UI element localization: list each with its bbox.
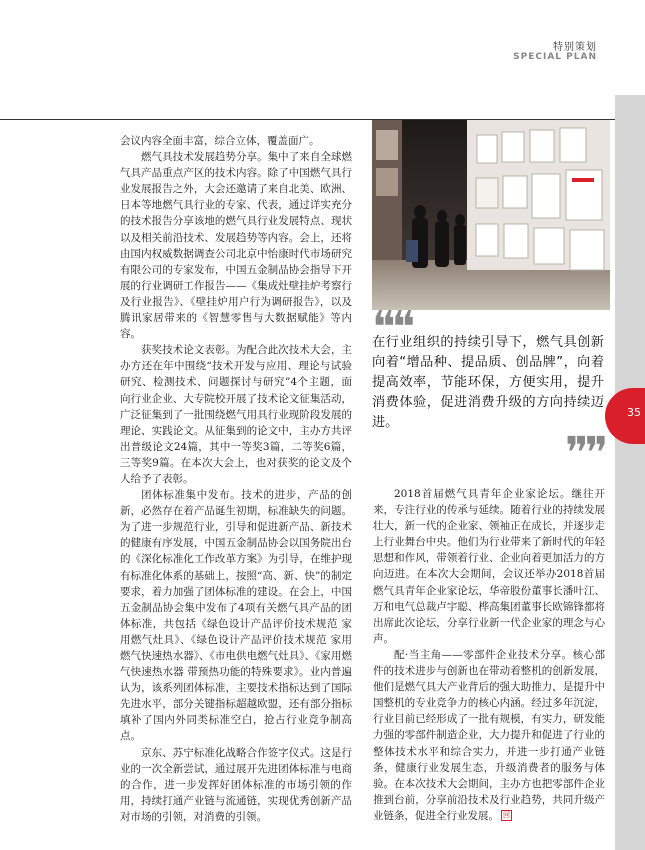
exhibition-photo [372, 120, 610, 310]
quote-open-icon: ❝❝ [372, 302, 412, 353]
right-column [373, 486, 605, 824]
paragraph: 会议内容全面丰富，综合立体，覆盖面广。 [120, 135, 320, 147]
paragraph [373, 647, 605, 824]
exhibition-hall-image [372, 120, 610, 310]
section-subtitle: SPECIAL PLAN [513, 52, 597, 62]
paragraph: 团体标准集中发布。技术的进步，产品的创新，必然存在着产品诞生初期，标准缺失的问题。为了进一步规范行业，引导和促进新产品、新技术的健康有序发展，中国五金制品协会以国务院出台的《深化标准化工作改革方案》为引导，在维护现有标准化体系的基础上，按照“高、新、快”的制定要求，着力加强了团体标准的建设。在会上，中国五金制品协会集中发布了4项有关燃气具产品的团体标准，共包括《绿色设计产品评价技术规范 家用燃气灶具》、《绿色设计产品评价技术规范 家用燃气快速热水器》、《市电供电燃气灶具》、《家用燃气快速热水器 带预热功能的特殊要求》。业内普遍认为，该系列团体标准，主要技术指标达到了国际先进水平，部分关键指标超越欧盟，还有部分指标填补了国内外同类标准空白，抢占行业竞争制高点。 [120, 489, 352, 743]
quote-close-icon: ❞❞ [565, 428, 605, 479]
page-number-tab [605, 388, 645, 444]
left-column [120, 133, 352, 825]
page-number: 35 [627, 406, 641, 419]
paragraph: 2018首届燃气具青年企业家论坛。继往开来，专注行业的传承与延续。随着行业的持续发展壮大，新一代的企业家、领袖正在成长，并逐步走上行业舞台中央。他们为行业带来了新时代的年轻思想和作风，带领着行业、企业向着更加活力的方向迈进。在本次大会期间，会议还举办2018首届燃气具青年企业家论坛，华帝股份董事长潘叶江、万和电气总裁卢宇聪、桦高集团董事长欧锦锋都将出席此次论坛，分享行业新一代企业家的理念与心声。 [373, 488, 605, 645]
pull-quote: 在行业组织的持续引导下，燃气具创新向着“增品种、提品质、创品牌”，向着提高效率，节能环保，方便实用，提升消费体验，促进消费升级的方向持续迈进。 [372, 335, 604, 430]
paragraph: 获奖技术论文表彰。为配合此次技术大会，主办方还在年中围绕“技术开发与应用、理论与试验研究、检测技术、问题探讨与研究”4个主题，面向行业企业、大专院校开展了技术论文征集活动，广泛征集到了一批围绕燃气用具行业现阶段发展的理论、实践论文。从征集到的论文中，主办方共评出普级论文24篇，其中一等奖3篇，二等奖6篇，三等奖9篇。在本次大会上，也对获奖的论文及个人给予了表彰。 [120, 344, 352, 485]
paragraph-text: 配·当主角——零部件企业技术分享。核心部件的技术进步与创新也在带动着整机的创新发展，他们是燃气具大产业背后的强大助推力，是提升中国整机的专业竞争力的核心内涵。经过多年沉淀，行业目前已经形成了一批有规模，有实力，研发能力强的零部件制造企业，大力提升和促进了行业的整体技术水平和综合实力，并进一步打通产业链条，健康行业发展生态，升级消费者的服务与体验。在本次技术大会期间，主办方也把零部件企业推到台前，分享前沿技术及行业趋势，共同升级产业链条，促进全行业发展。 [373, 648, 605, 822]
paragraph: 燃气具技术发展趋势分享。集中了来自全球燃气具产品重点产区的技术内容。除了中国燃气具行业发展报告之外，大会还邀请了来自北美、欧洲、日本等地燃气具行业的专家、代表，通过详实充分的技术报告分享该地的燃气具行业发展特点、现状以及相关前沿技术、发展趋势等内容。会上，还将由国内权威数据调查公司北京中怡康时代市场研究有限公司的专家发布，中国五金制品协会指导下开展的行业调研工作报告——《集成灶壁挂炉考察行及行业报告》、《壁挂炉用户行为调研报告》，以及腾讯家居带来的《智慧零售与大数据赋能》等内容。 [120, 151, 352, 341]
article-end-icon: 回 [503, 811, 510, 820]
side-color-bar [615, 95, 645, 850]
section-title: 特别策划 [553, 42, 597, 53]
paragraph: 京东、苏宁标准化战略合作签字仪式。这是行业的一次全新尝试，通过展开先进团体标准与电商的合作，进一步发挥好团体标准的市场引领的作用，持续打通产业链与流通链，实现优秀创新产品对市场的引领，对消费的引领。 [120, 746, 352, 823]
